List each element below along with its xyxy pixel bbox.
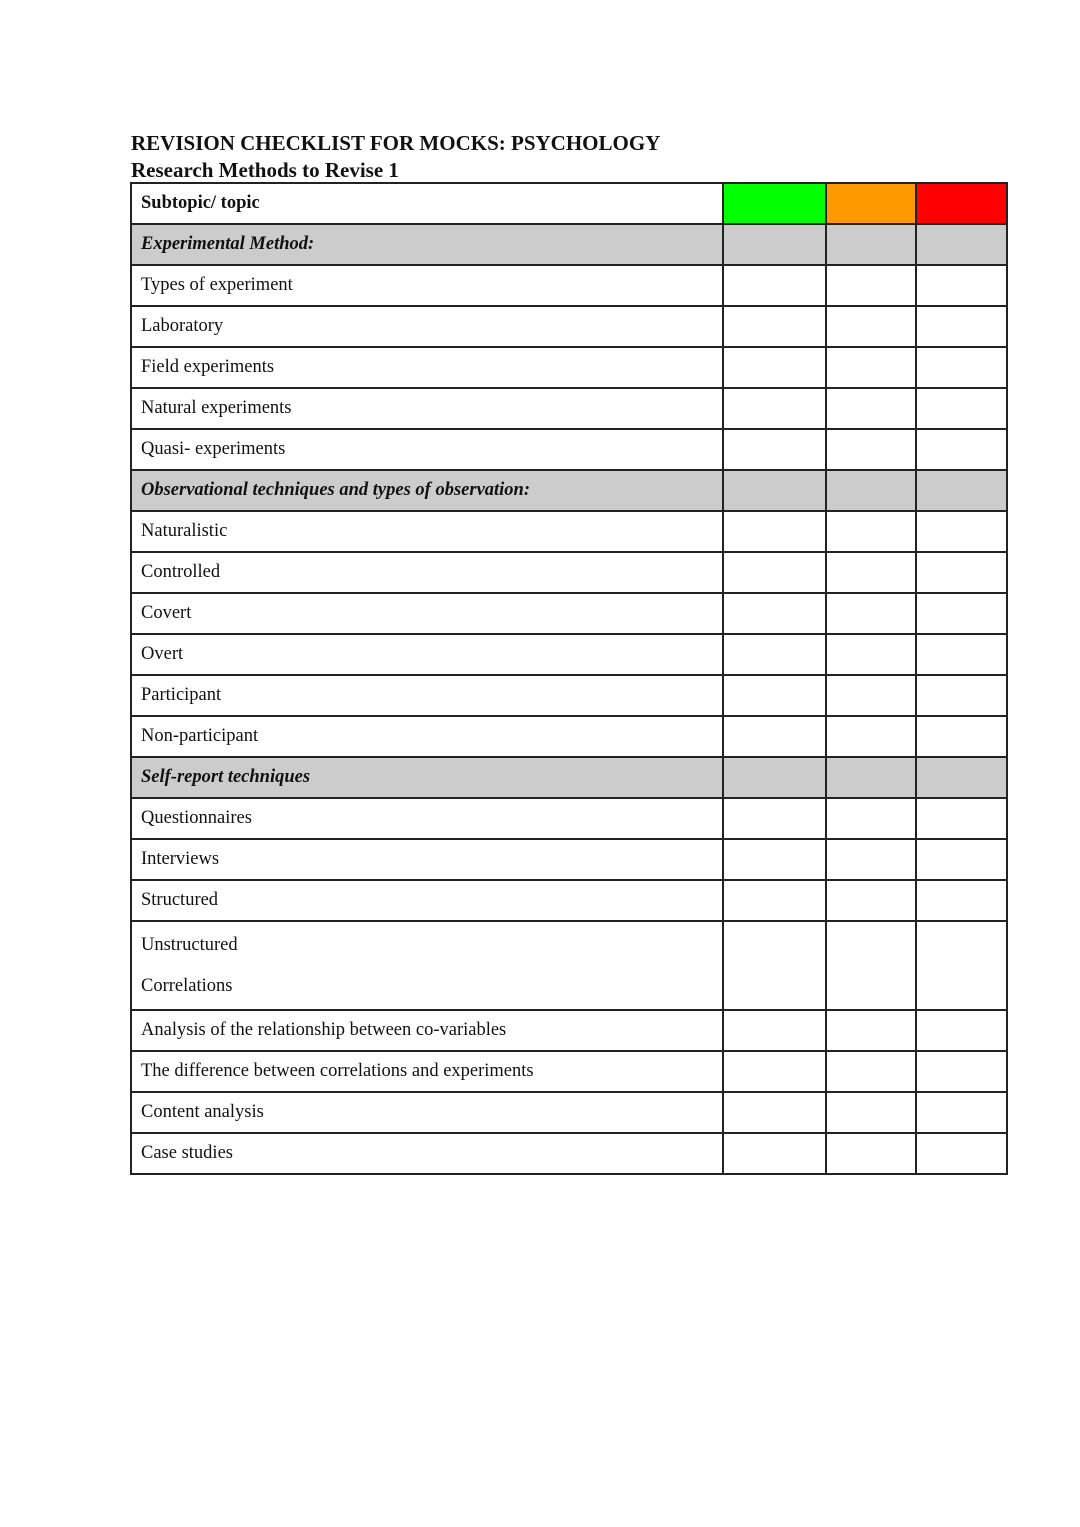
topic-label: Case studies bbox=[131, 1133, 723, 1174]
rag-red-checkbox-cell[interactable] bbox=[916, 511, 1007, 552]
rag-amber-checkbox-cell[interactable] bbox=[826, 593, 916, 634]
rag-green-checkbox-cell[interactable] bbox=[723, 1051, 826, 1092]
rag-amber-checkbox-cell[interactable] bbox=[826, 347, 916, 388]
rag-green-checkbox-cell[interactable] bbox=[723, 511, 826, 552]
rag-amber-checkbox-cell bbox=[826, 470, 916, 511]
rag-green-checkbox-cell[interactable] bbox=[723, 429, 826, 470]
topic-label: Controlled bbox=[131, 552, 723, 593]
table-row bbox=[131, 511, 1007, 552]
table-row bbox=[131, 716, 1007, 757]
topic-label: Interviews bbox=[131, 839, 723, 880]
rag-green-checkbox-cell[interactable] bbox=[723, 593, 826, 634]
rag-amber-checkbox-cell[interactable] bbox=[826, 552, 916, 593]
table-header-row bbox=[131, 183, 1007, 224]
rag-amber-checkbox-cell[interactable] bbox=[826, 511, 916, 552]
rag-amber-checkbox-cell[interactable] bbox=[826, 921, 916, 1010]
header-topic-label: Subtopic/ topic bbox=[131, 183, 723, 224]
section-label: Self-report techniques bbox=[131, 757, 723, 798]
table-row bbox=[131, 1133, 1007, 1174]
rag-green-checkbox-cell[interactable] bbox=[723, 265, 826, 306]
rag-amber-checkbox-cell bbox=[826, 757, 916, 798]
topic-label: The difference between correlations and experiments bbox=[131, 1051, 723, 1092]
topic-label: Naturalistic bbox=[131, 511, 723, 552]
rag-green-checkbox-cell[interactable] bbox=[723, 675, 826, 716]
rag-amber-checkbox-cell[interactable] bbox=[826, 839, 916, 880]
rag-red-checkbox-cell[interactable] bbox=[916, 798, 1007, 839]
rag-green-checkbox-cell[interactable] bbox=[723, 1092, 826, 1133]
rag-amber-checkbox-cell[interactable] bbox=[826, 1051, 916, 1092]
rag-red-checkbox-cell[interactable] bbox=[916, 1092, 1007, 1133]
rag-green-checkbox-cell bbox=[723, 224, 826, 265]
topic-label: Analysis of the relationship between co-variables bbox=[131, 1010, 723, 1051]
rag-red-checkbox-cell[interactable] bbox=[916, 921, 1007, 1010]
topic-label: Quasi- experiments bbox=[131, 429, 723, 470]
rag-amber-checkbox-cell[interactable] bbox=[826, 675, 916, 716]
rag-green-checkbox-cell[interactable] bbox=[723, 1010, 826, 1051]
topic-label: Unstructured bbox=[141, 934, 238, 955]
topic-label: Field experiments bbox=[131, 347, 723, 388]
topic-label: Participant bbox=[131, 675, 723, 716]
rag-amber-checkbox-cell[interactable] bbox=[826, 306, 916, 347]
topic-label: Overt bbox=[131, 634, 723, 675]
table-row bbox=[131, 552, 1007, 593]
rag-amber-checkbox-cell[interactable] bbox=[826, 1133, 916, 1174]
rag-green-checkbox-cell[interactable] bbox=[723, 839, 826, 880]
section-label: Experimental Method: bbox=[131, 224, 723, 265]
rag-red-checkbox-cell[interactable] bbox=[916, 839, 1007, 880]
rag-amber-checkbox-cell[interactable] bbox=[826, 1092, 916, 1133]
rag-red-checkbox-cell[interactable] bbox=[916, 1133, 1007, 1174]
table-row bbox=[131, 634, 1007, 675]
section-row bbox=[131, 470, 1007, 511]
topic-label: Non-participant bbox=[131, 716, 723, 757]
topic-label: Natural experiments bbox=[131, 388, 723, 429]
rag-amber-checkbox-cell[interactable] bbox=[826, 265, 916, 306]
rag-amber-checkbox-cell[interactable] bbox=[826, 716, 916, 757]
rag-red-checkbox-cell[interactable] bbox=[916, 593, 1007, 634]
topic-label: Laboratory bbox=[131, 306, 723, 347]
rag-green-checkbox-cell[interactable] bbox=[723, 921, 826, 1010]
rag-green-checkbox-cell[interactable] bbox=[723, 552, 826, 593]
table-row bbox=[131, 306, 1007, 347]
table-row bbox=[131, 388, 1007, 429]
rag-amber-checkbox-cell bbox=[826, 224, 916, 265]
rag-green-checkbox-cell[interactable] bbox=[723, 347, 826, 388]
rag-red-checkbox-cell[interactable] bbox=[916, 634, 1007, 675]
rag-amber-checkbox-cell[interactable] bbox=[826, 388, 916, 429]
topic-label: Structured bbox=[131, 880, 723, 921]
rag-red-checkbox-cell[interactable] bbox=[916, 552, 1007, 593]
rag-green-checkbox-cell[interactable] bbox=[723, 716, 826, 757]
topic-label: Content analysis bbox=[131, 1092, 723, 1133]
section-row bbox=[131, 224, 1007, 265]
rag-amber-checkbox-cell[interactable] bbox=[826, 1010, 916, 1051]
topic-cell bbox=[131, 921, 723, 1010]
table-row bbox=[131, 839, 1007, 880]
rag-red-checkbox-cell bbox=[916, 757, 1007, 798]
table-row bbox=[131, 1010, 1007, 1051]
table-row bbox=[131, 593, 1007, 634]
table-row bbox=[131, 347, 1007, 388]
rag-red-checkbox-cell bbox=[916, 470, 1007, 511]
rag-amber-header bbox=[826, 183, 916, 224]
table-row bbox=[131, 429, 1007, 470]
table-row bbox=[131, 265, 1007, 306]
rag-amber-checkbox-cell[interactable] bbox=[826, 880, 916, 921]
section-row bbox=[131, 757, 1007, 798]
rag-green-checkbox-cell[interactable] bbox=[723, 880, 826, 921]
rag-green-checkbox-cell bbox=[723, 470, 826, 511]
rag-green-checkbox-cell[interactable] bbox=[723, 1133, 826, 1174]
topic-label: Questionnaires bbox=[131, 798, 723, 839]
topic-label: Correlations bbox=[141, 975, 233, 996]
rag-green-checkbox-cell[interactable] bbox=[723, 798, 826, 839]
rag-red-checkbox-cell[interactable] bbox=[916, 306, 1007, 347]
table-row bbox=[131, 880, 1007, 921]
rag-amber-checkbox-cell[interactable] bbox=[826, 429, 916, 470]
table-row bbox=[131, 798, 1007, 839]
section-label: Observational techniques and types of observation: bbox=[131, 470, 723, 511]
document-title: REVISION CHECKLIST FOR MOCKS: PSYCHOLOGY bbox=[131, 131, 661, 155]
topic-label: Types of experiment bbox=[131, 265, 723, 306]
table-row bbox=[131, 675, 1007, 716]
rag-green-checkbox-cell[interactable] bbox=[723, 634, 826, 675]
rag-green-checkbox-cell[interactable] bbox=[723, 388, 826, 429]
rag-red-checkbox-cell[interactable] bbox=[916, 716, 1007, 757]
rag-red-checkbox-cell[interactable] bbox=[916, 388, 1007, 429]
rag-green-checkbox-cell bbox=[723, 757, 826, 798]
rag-green-checkbox-cell[interactable] bbox=[723, 306, 826, 347]
rag-red-checkbox-cell[interactable] bbox=[916, 265, 1007, 306]
rag-red-checkbox-cell[interactable] bbox=[916, 1010, 1007, 1051]
table-row bbox=[131, 921, 1007, 1010]
rag-red-header bbox=[916, 183, 1007, 224]
revision-checklist-table bbox=[130, 182, 1008, 1175]
rag-green-header bbox=[723, 183, 826, 224]
rag-red-checkbox-cell[interactable] bbox=[916, 675, 1007, 716]
rag-red-checkbox-cell[interactable] bbox=[916, 429, 1007, 470]
rag-red-checkbox-cell[interactable] bbox=[916, 347, 1007, 388]
rag-red-checkbox-cell[interactable] bbox=[916, 880, 1007, 921]
rag-amber-checkbox-cell[interactable] bbox=[826, 798, 916, 839]
table-row bbox=[131, 1092, 1007, 1133]
table-row bbox=[131, 1051, 1007, 1092]
rag-amber-checkbox-cell[interactable] bbox=[826, 634, 916, 675]
rag-red-checkbox-cell bbox=[916, 224, 1007, 265]
topic-label: Covert bbox=[131, 593, 723, 634]
rag-red-checkbox-cell[interactable] bbox=[916, 1051, 1007, 1092]
document-subtitle: Research Methods to Revise 1 bbox=[131, 158, 399, 182]
